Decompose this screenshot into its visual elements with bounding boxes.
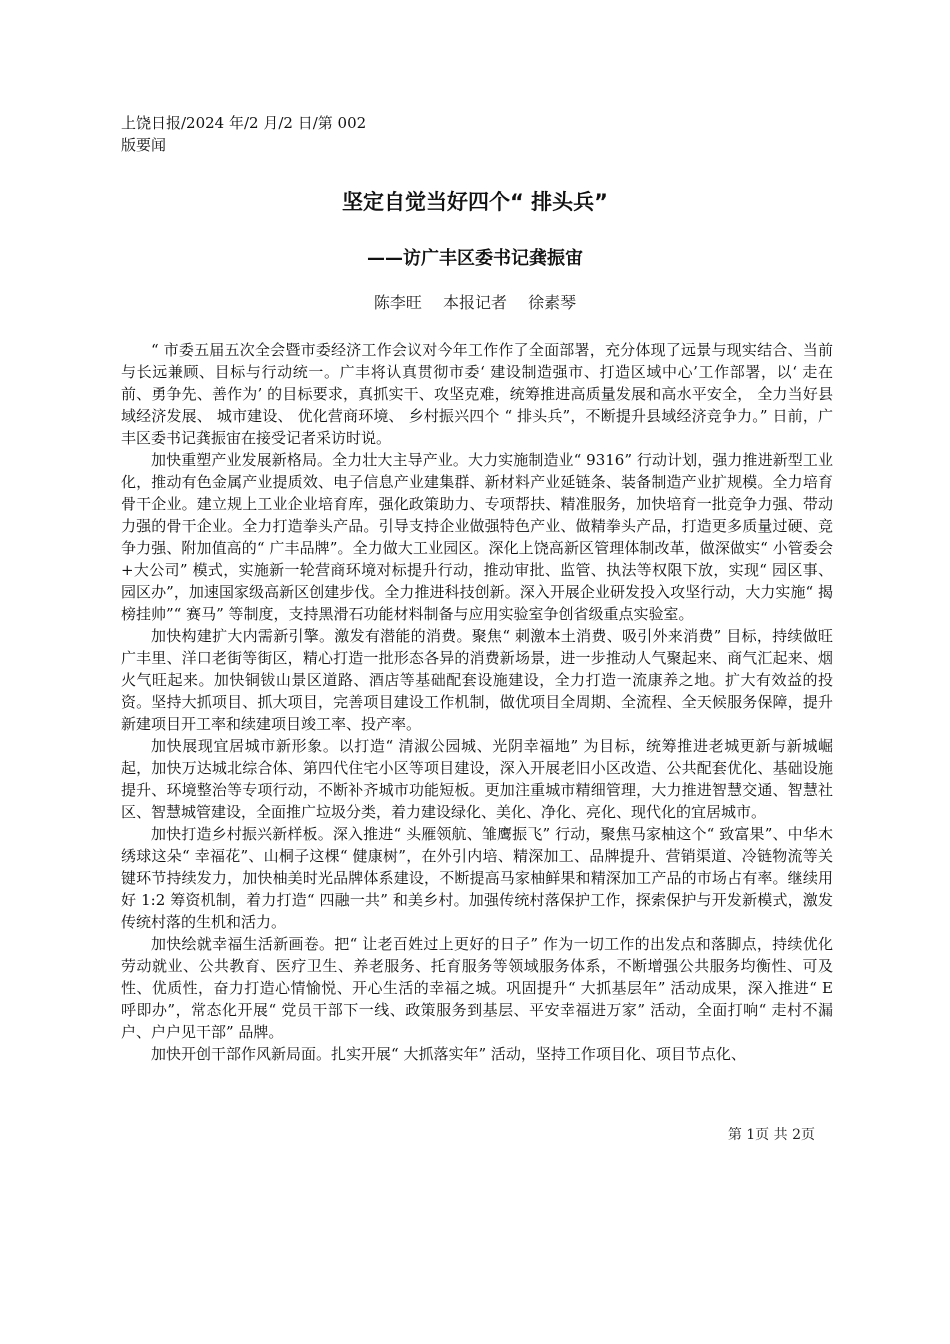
page-indicator: 第 1页 共 2页 [727, 1127, 815, 1143]
author-role: 本报记者 [442, 293, 507, 312]
paragraph-intro: “ 市委五届五次全会暨市委经济工作会议对今年工作作了全面部署，充分体现了远景与现实结合、当前与长远兼顾、目标与行动统一。广丰将认真贯彻市委‘ 建设制造强市、打造区域中心’工作部署，以‘ 走在前、勇争先、善作为’ 的目标要求，真抓实干、攻坚克难，统筹推进高质量发展和高水平安全， 全力当好县域经济发展、 城市建设、 优化营商环境、 乡村振兴四个 “ 排头兵”，不断提升县域经济竞争力。” 日前，广丰区委书记龚振宙在接受记者采访时说。 [121, 341, 833, 447]
byline [0, 290, 950, 313]
author-name: 陈李旺 [373, 293, 422, 312]
publication-info [121, 112, 366, 156]
paragraph-industry: 加快重塑产业发展新格局。全力壮大主导产业。大力实施制造业“ 9316” 行动计划，强力推进新型工业化，推动有色金属产业提质效、电子信息产业建集群、新材料产业延链条、装备制造产业扩规模。全力培育骨干企业。建立规上工业企业培育库，强化政策助力、专项帮扶、精准服务，加快培育一批竞争力强、带动力强的骨干企业。全力打造拳头产品。引导支持企业做强特色产业、做精拳头产品，打造更多质量过硬、竞争力强、附加值高的“ 广丰品牌”。全力做大工业园区。深化上饶高新区管理体制改革，做深做实“ 小管委会+大公司” 模式，实施新一轮营商环境对标提升行动，推动审批、监管、执法等权限下放，实现“ 园区事、园区办”，加速国家级高新区创建步伐。全力推进科技创新。深入开展企业研发投入攻坚行动，大力实施“ 揭榜挂帅”“ 赛马” 等制度，支持黑滑石功能材料制备与应用实验室争创省级重点实验室。 [121, 451, 833, 623]
source-line: 上饶日报/2024 年/2 月/2 日/第 002 [121, 114, 367, 132]
paragraph-rural: 加快打造乡村振兴新样板。深入推进“ 头雁领航、雏鹰振飞” 行动，聚焦马家柚这个“ 致富果”、中华木绣球这朵“ 幸福花”、山桐子这棵“ 健康树”，在外引内培、精深加工、品牌提升、营销渠道、冷链物流等关键环节持续发力，加快柚美时光品牌体系建设，不断提高马家柚鲜果和精深加工产品的市场占有率。继续用好 1:2 筹资机制，着力打造“ 四融一共” 和美乡村。加强传统村落保护工作，探索保护与开发新模式，激发传统村落的生机和活力。 [121, 825, 833, 931]
paragraph-demand: 加快构建扩大内需新引擎。激发有潜能的消费。聚焦“ 刺激本土消费、吸引外来消费” 目标，持续做旺广丰里、洋口老街等街区，精心打造一批形态各异的消费新场景，进一步推动人气聚起来、商气汇起来、烟火气旺起来。加快铜钹山景区道路、酒店等基础配套设施建设，全力打造一流康养之地。扩大有效益的投资。坚持大抓项目、抓大项目，完善项目建设工作机制，做优项目全周期、全流程、全天候服务保障，提升新建项目开工率和续建项目竣工率、投产率。 [121, 627, 833, 733]
article-subtitle: ——访广丰区委书记龚振宙 [367, 248, 583, 269]
section-line: 版要闻 [121, 136, 167, 154]
author-name: 徐素琴 [528, 293, 577, 312]
paragraph-city: 加快展现宜居城市新形象。以打造“ 清淑公园城、光阴幸福地” 为目标，统筹推进老城更新与新城崛起，加快万达城北综合体、第四代住宅小区等项目建设，深入开展老旧小区改造、公共配套优化、基础设施提升、环境整治等专项行动，不断补齐城市功能短板。更加注重城市精细管理，大力推进智慧交通、智慧社区、智慧城管建设，全面推广垃圾分类，着力建设绿化、美化、净化、亮化、现代化的宜居城市。 [121, 737, 833, 821]
paragraph-livelihood: 加快绘就幸福生活新画卷。把“ 让老百姓过上更好的日子” 作为一切工作的出发点和落脚点，持续优化劳动就业、公共教育、医疗卫生、养老服务、托育服务等领域服务体系，不断增强公共服务均衡性、可及性、优质性，奋力打造心情愉悦、开心生活的幸福之城。巩固提升“ 大抓基层年” 活动成果，深入推进“ E 呼即办”，常态化开展“ 党员干部下一线、政策服务到基层、平安幸福进万家” 活动，全面打响“ 走村不漏户、户户见干部” 品牌。 [121, 935, 833, 1041]
article-title: 坚定自觉当好四个“ 排头兵” [342, 190, 608, 214]
article-body [121, 339, 833, 1065]
paragraph-cadre: 加快开创干部作风新局面。扎实开展“ 大抓落实年” 活动，坚持工作项目化、项目节点化、 [151, 1045, 746, 1063]
